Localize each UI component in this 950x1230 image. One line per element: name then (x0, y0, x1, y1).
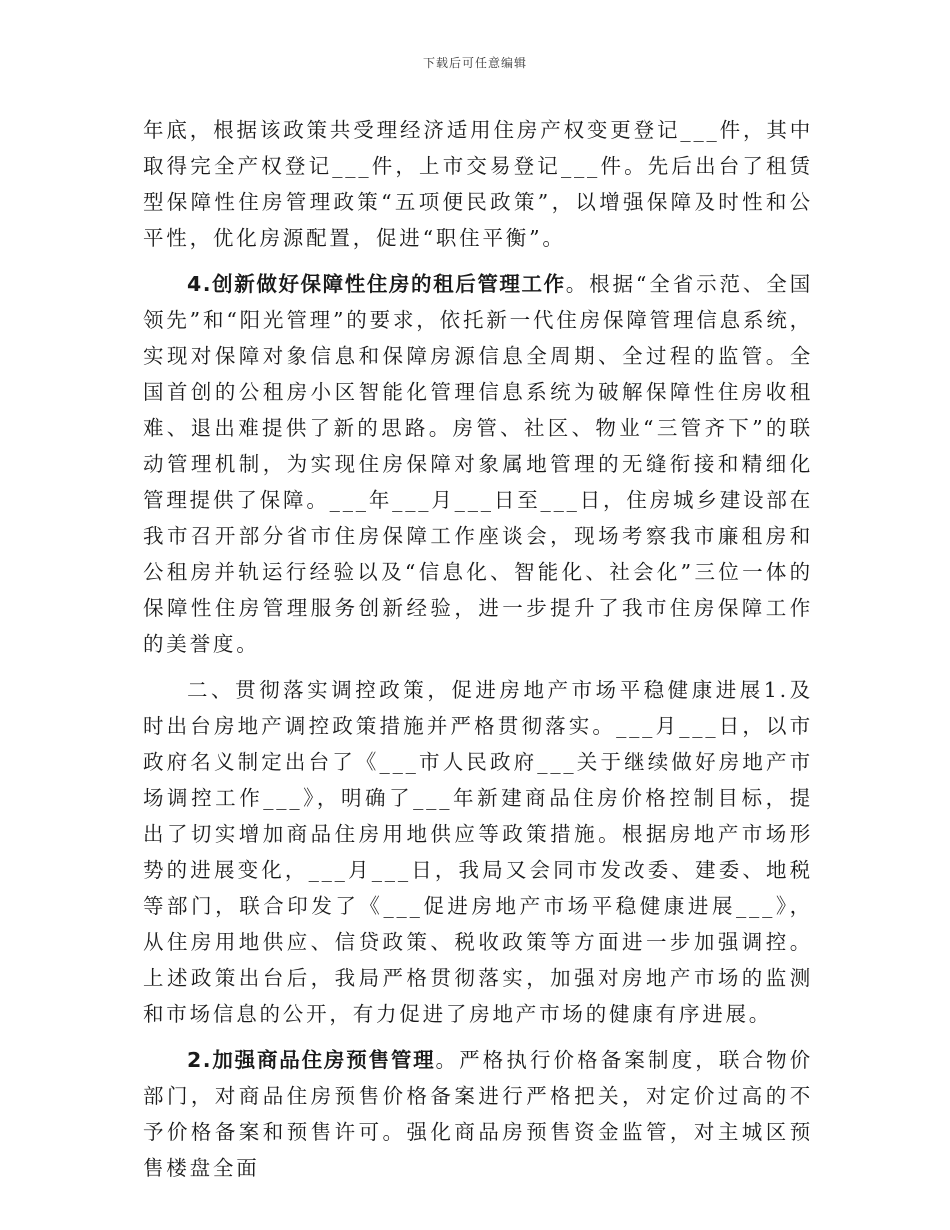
paragraph-text: 年底，根据该政策共受理经济适用住房产权变更登记___件，其中取得完全产权登记___件，上市交易登记___件。先后出台了租赁型保障性住房管理政策“五项便民政策”，以增强保障及时性和公平性，优化房源配置，促进“职住平衡”。 (143, 118, 813, 250)
paragraph-continuation (143, 112, 813, 256)
document-body (143, 112, 813, 1196)
paragraph-heading: 4.创新做好保障性住房的租后管理工作 (187, 272, 566, 296)
paragraph-heading: 2.加强商品住房预售管理 (187, 1048, 436, 1072)
paragraph-rental-management (143, 266, 813, 662)
paragraph-text: 二、贯彻落实调控政策，促进房地产市场平稳健康进展1.及时出台房地产调控政策措施并严格贯彻落实。___月___日，以市政府名义制定出台了《___市人民政府___关于继续做好房地产市场调控工作___》，明确了___年新建商品住房价格控制目标，提出了切实增加商品住房用地供应等政策措施。根据房地产市场形势的进展变化，___月___日，我局又会同市发改委、建委、地税等部门，联合印发了《___促进房地产市场平稳健康进展___》，从住房用地供应、信贷政策、税收政策等方面进一步加强调控。上述政策出台后，我局严格贯彻落实，加强对房地产市场的监测和市场信息的公开，有力促进了房地产市场的健康有序进展。 (143, 678, 813, 1026)
page-header: 下载后可任意编辑 (422, 56, 527, 70)
paragraph-regulation-policy (143, 672, 813, 1032)
paragraph-text: 。根据“全省示范、全国领先”和“阳光管理”的要求，依托新一代住房保障管理信息系统，实现对保障对象信息和保障房源信息全周期、全过程的监管。全国首创的公租房小区智能化管理信息系统为破解保障性住房收租难、退出难提供了新的思路。房管、社区、物业“三管齐下”的联动管理机制，为实现住房保障对象属地管理的无缝衔接和精细化管理提供了保障。___年___月___日至___日，住房城乡建设部在我市召开部分省市住房保障工作座谈会，现场考察我市廉租房和公租房并轨运行经验以及“信息化、智能化、社会化”三位一体的保障性住房管理服务创新经验，进一步提升了我市住房保障工作的美誉度。 (143, 272, 813, 656)
paragraph-presale-management (143, 1042, 813, 1186)
paragraph-text: 。严格执行价格备案制度，联合物价部门，对商品住房预售价格备案进行严格把关，对定价过高的不予价格备案和预售许可。强化商品房预售资金监管，对主城区预售楼盘全面 (143, 1048, 813, 1180)
